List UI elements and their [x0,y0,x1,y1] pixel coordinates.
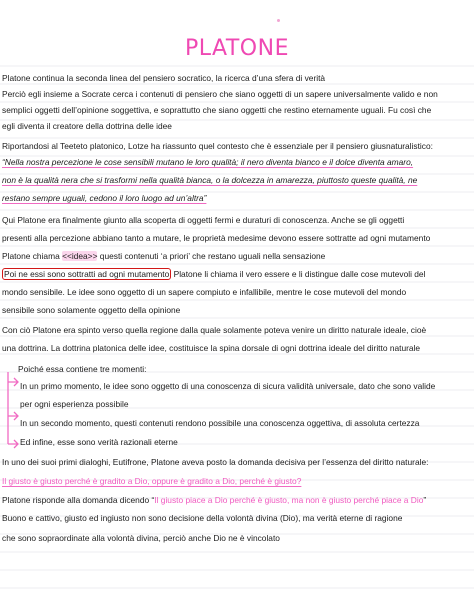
text-line: semplici oggetti dell’opinione soggettiva, e soprattutto che siano oggetti che restino eternamente uguali. Fu così che [2,105,432,115]
text-line: Riportandosi al Teeteto platonico, Lotze ha riassunto quel contesto che è essenziale per il pensiero giusnaturalistico: [2,141,433,151]
bracket-arrow-icon [2,370,22,450]
list-item: In un secondo momento, questi contenuti rendono possibile una conoscenza oggettiva, di assoluta certezza [20,418,420,428]
quote-line: “Nella nostra percezione le cose sensibili mutano le loro qualità; il nero diventa bianco e il dolce diventa amaro, [2,157,414,167]
answer-quote: Il giusto piace a Dio perché è giusto, ma non è giusto perché piace a Dio [154,495,424,505]
list-item: In un primo momento, le idee sono oggetto di una conoscenza di sicura validità universale, dato che sono valide [20,381,436,391]
page-title: PLATONE [185,36,289,61]
decorative-dot [277,19,280,22]
text-line: Qui Platone era finalmente giunto alla scoperta di oggetti fermi e duraturi di conoscenza. Anche se gli oggetti [2,215,405,225]
text-line: Buono e cattivo, giusto ed ingiusto non sono decisione della volontà divina (Dio), ma verità eterne di ragione [2,513,403,523]
list-item: Ed infine, esse sono verità razionali eterne [20,437,178,447]
text-segment: Platone li chiama il vero essere e li distingue dalle cose mutevoli del [171,269,426,279]
text-line: In uno dei suoi primi dialoghi, Eutifrone, Platone aveva posto la domanda decisiva per l’essenza del diritto naturale: [2,457,429,467]
text-line: che sono sopraordinate alla volontà divina, perciò anche Dio ne è vincolato [2,533,280,543]
text-line: Poiché essa contiene tre momenti: [18,364,147,374]
text-line: mondo sensibile. Le idee sono oggetto di un sapere compiuto e infallibile, mentre le cose mutevoli del mondo [2,287,407,297]
text-line [2,269,470,280]
boxed-phrase: Poi ne essi sono sottratti ad ogni mutamento [4,269,170,279]
question-line: Il giusto è giusto perché è gradito a Dio, oppure è gradito a Dio, perché è giusto? [2,476,302,486]
text-line: Perciò egli insieme a Socrate cerca i contenuti di pensiero che siano oggetti di un sapere universalmente valido e non [2,89,438,99]
text-line [2,251,470,262]
text-line: Platone continua la seconda linea del pensiero socratico, la ricerca d’una sfera di verità [2,73,326,83]
text-line [2,495,470,506]
text-line: sensibile sono solamente oggetto della opinione [2,305,181,315]
list-item: per ogni esperienza possibile [20,399,129,409]
idea-highlight: <<idea>> [62,251,98,261]
text-segment: questi contenuti ‘a priori’ che restano uguali nella sensazione [97,251,326,261]
text-line: egli diventa il creatore della dottrina delle idee [2,121,172,131]
quote-line: restano sempre uguali, cedono il loro luogo ad un’altra” [2,193,207,203]
text-line: Con ciò Platone era spinto verso quella regione dalla quale solamente poteva venire un diritto naturale ideale, cioè [2,325,427,335]
quote-line: non è la qualità nera che si trasformi nella qualità bianca, o la dolcezza in amarezza, piuttosto queste qualità, ne [2,175,418,185]
text-segment: Platone chiama [2,251,63,261]
text-line: presenti alla percezione abbiano tanto a mutare, le proprietà medesime devono essere sottratte ad ogni mutamento [2,233,431,243]
text-line: una dottrina. La dottrina platonica delle idee, costituisce la spina dorsale di ogni dottrina ideale del diritto naturale [2,343,421,353]
text-segment: Platone risponde alla domanda dicendo “ [2,495,155,505]
text-segment: ” [423,495,427,505]
